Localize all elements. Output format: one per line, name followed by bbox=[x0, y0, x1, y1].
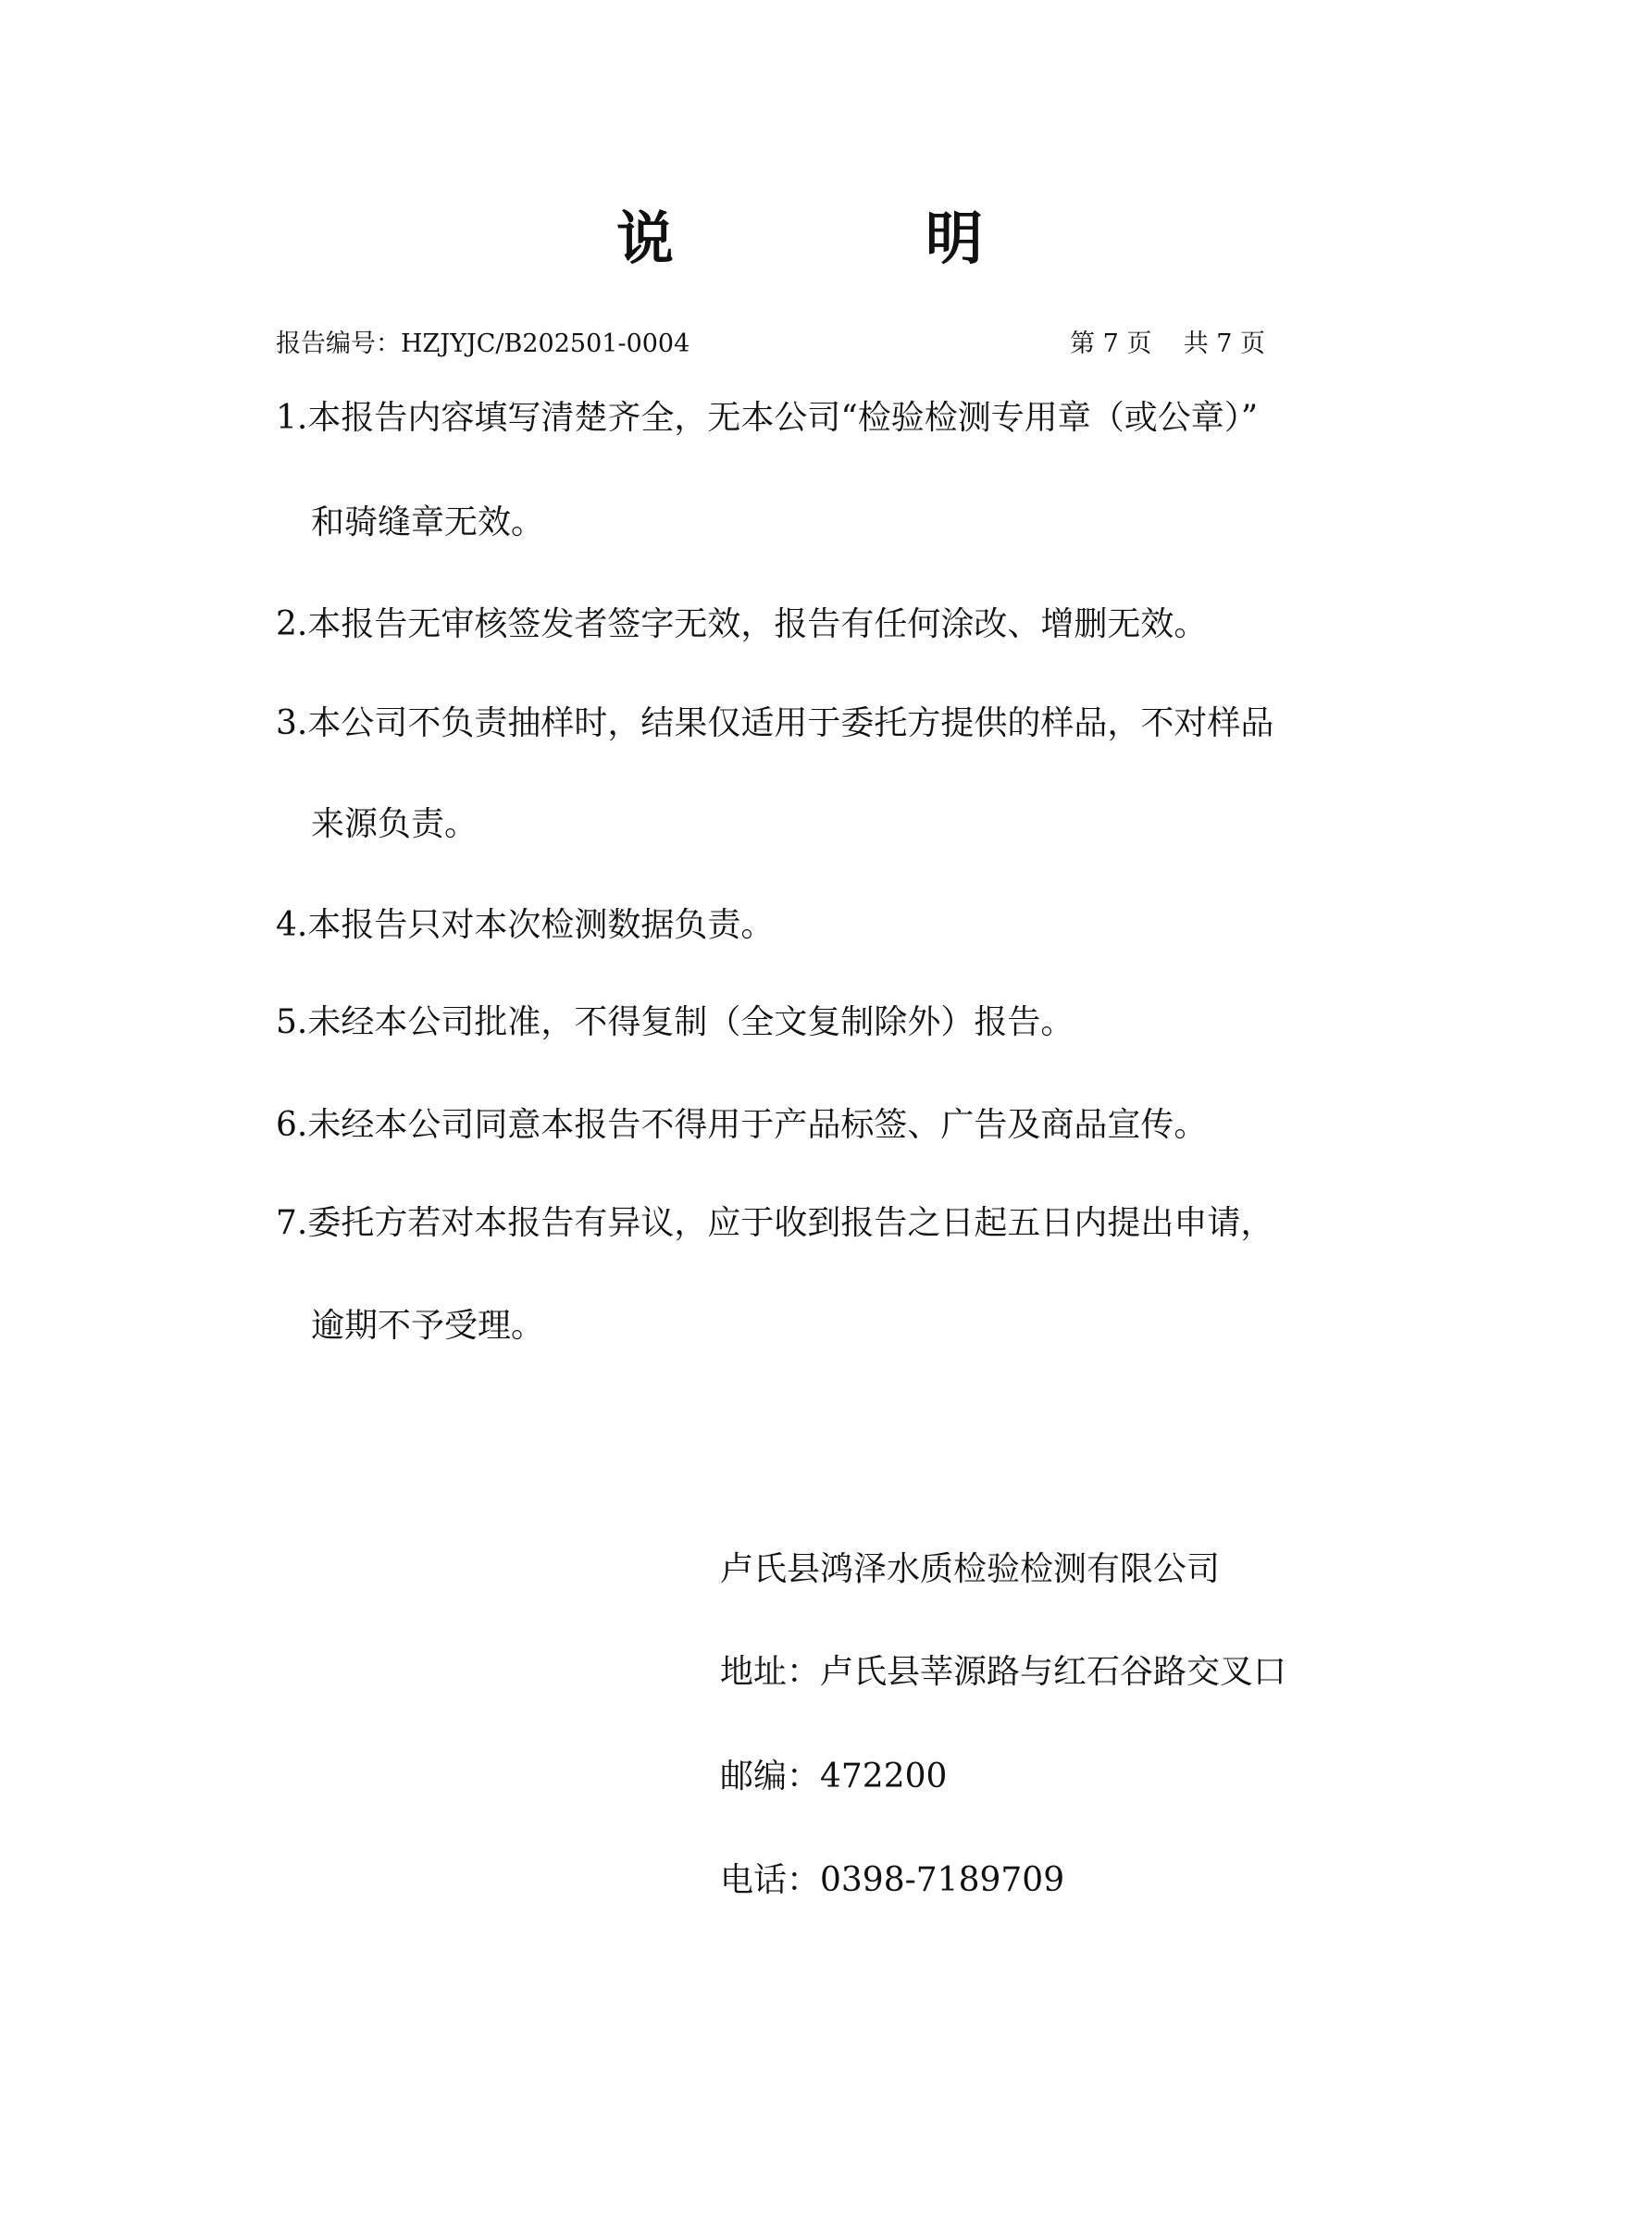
list-item-7-continuation: 逾期不予受理。 bbox=[311, 1307, 545, 1345]
title-char-2: 明 bbox=[925, 205, 984, 272]
report-number: 报告编号：HZJYJC/B202501-0004 bbox=[276, 329, 690, 358]
list-item-7: 7.委托方若对本报告有异议，应于收到报告之日起五日内提出申请， bbox=[276, 1204, 1274, 1242]
report-meta bbox=[276, 324, 1294, 365]
list-item-3: 3.本公司不负责抽样时，结果仅适用于委托方提供的样品，不对样品 bbox=[276, 704, 1274, 742]
company-postcode: 邮编：472200 bbox=[720, 1758, 948, 1795]
company-name: 卢氏县鸿泽水质检验检测有限公司 bbox=[720, 1550, 1221, 1588]
list-item-6: 6.未经本公司同意本报告不得用于产品标签、广告及商品宣传。 bbox=[276, 1106, 1208, 1144]
company-phone: 电话：0398-7189709 bbox=[720, 1861, 1065, 1899]
list-item-2: 2.本报告无审核签发者签字无效，报告有任何涂改、增删无效。 bbox=[276, 605, 1208, 643]
page-info bbox=[1070, 324, 1265, 365]
list-item-5: 5.未经本公司批准，不得复制（全文复制除外）报告。 bbox=[276, 1003, 1074, 1041]
page-title bbox=[0, 202, 1652, 276]
company-address: 地址：卢氏县莘源路与红石谷路交叉口 bbox=[720, 1653, 1287, 1691]
list-item-1-continuation: 和骑缝章无效。 bbox=[311, 503, 545, 541]
list-item-4: 4.本报告只对本次检测数据负责。 bbox=[276, 906, 775, 944]
page-current: 第 7 页 bbox=[1070, 329, 1152, 358]
page-total: 共 7 页 bbox=[1183, 329, 1266, 358]
list-item-1: 1.本报告内容填写清楚齐全，无本公司“检验检测专用章（或公章）” bbox=[276, 399, 1259, 437]
title-char-1: 说 bbox=[616, 205, 675, 272]
list-item-3-continuation: 来源负责。 bbox=[311, 805, 478, 843]
